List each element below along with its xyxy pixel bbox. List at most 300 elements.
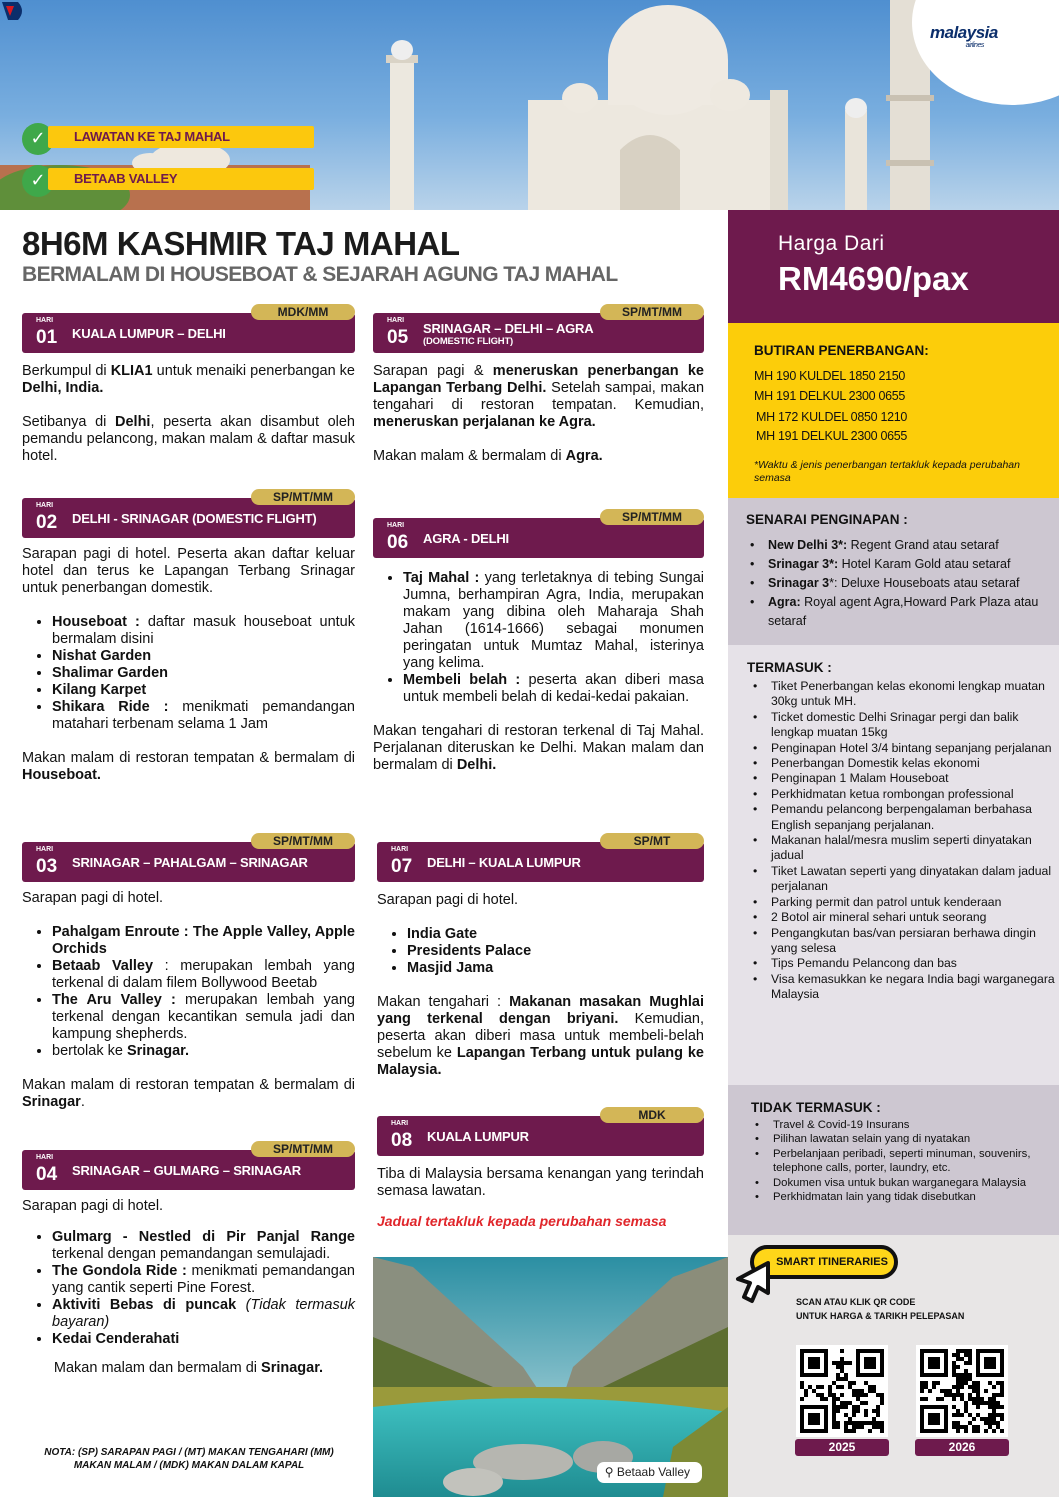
- day-body: Sarapan pagi di hotel. • Pahalgam Enroute : The Apple Valley, Apple Orchids • Betaab Valley : merupakan lembah yang terkenal di dalam filem Bollywood Beetab • The Aru Valley : merupakan lembah yang terkenal dengan kecantikan semula jadi dan kampung shepherds. • bertolak ke Srinagar. Makan malam di restoran tempatan & bermalam di Srinagar.: [22, 890, 355, 1111]
- page-subtitle: BERMALAM DI HOUSEBOAT & SEJARAH AGUNG TAJ MAHAL: [22, 263, 618, 286]
- check-icon: ✓: [22, 123, 54, 155]
- qr-module: [936, 1381, 940, 1385]
- meal-badge: SP/MT/MM: [251, 489, 355, 505]
- qr-module: [864, 1421, 868, 1425]
- qr-module: [968, 1373, 972, 1377]
- qr-module: [992, 1397, 996, 1401]
- qr-module: [920, 1385, 924, 1389]
- qr-module: [996, 1425, 1000, 1429]
- qr-module: [960, 1413, 964, 1417]
- qr-module: [976, 1393, 980, 1397]
- qr-module: [956, 1353, 960, 1357]
- qr-module: [872, 1389, 876, 1393]
- qr-module: [940, 1389, 944, 1393]
- qr-module: [848, 1417, 852, 1421]
- day-number: 02: [36, 512, 58, 533]
- qr-module: [852, 1389, 856, 1393]
- list-item: • Travel & Covid-19 Insurans: [773, 1118, 1058, 1132]
- flight-note: *Waktu & jenis penerbangan tertakluk kepada perubahan semasa: [754, 459, 1020, 484]
- qr-module: [952, 1373, 956, 1377]
- qr-module: [864, 1393, 868, 1397]
- qr-module: [972, 1381, 976, 1385]
- qr-module: [844, 1361, 848, 1365]
- qr-module: [844, 1421, 848, 1425]
- qr-module: [860, 1389, 864, 1393]
- qr-module: [976, 1381, 980, 1385]
- qr-module: [972, 1417, 976, 1421]
- qr-module: [956, 1381, 960, 1385]
- qr-module: [996, 1393, 1000, 1397]
- qr-module: [980, 1417, 984, 1421]
- meal-badge: MDK: [600, 1107, 704, 1123]
- qr-module: [836, 1397, 840, 1401]
- qr-code-2026[interactable]: [916, 1345, 1008, 1437]
- day-body: Sarapan pagi & meneruskan penerbangan ke Lapangan Terbang Delhi. Setelah sampai, makan tengahari di restoran tempatan. Kemudian, meneruskan perjalanan ke Agra. Makan malam & bermalam di Agra.: [373, 363, 705, 464]
- qr-module: [984, 1421, 988, 1425]
- list-item: • New Delhi 3*: Regent Grand atau setaraf: [748, 536, 1053, 555]
- qr-module: [972, 1389, 976, 1393]
- smart-itineraries-button[interactable]: SMART ITINERARIES: [750, 1245, 898, 1279]
- qr-module: [952, 1421, 956, 1425]
- betaab-valley-photo: [373, 1257, 728, 1497]
- qr-module: [868, 1429, 872, 1433]
- qr-module: [980, 1397, 984, 1401]
- qr-module: [964, 1381, 968, 1385]
- qr-module: [872, 1385, 876, 1389]
- day-title: DELHI – KUALA LUMPUR: [427, 855, 581, 870]
- qr-module: [956, 1385, 960, 1389]
- qr-module: [960, 1377, 964, 1381]
- qr-module: [960, 1385, 964, 1389]
- qr-module: [856, 1425, 860, 1429]
- qr-module: [804, 1393, 808, 1397]
- qr-module: [828, 1385, 832, 1389]
- day-header: [377, 834, 704, 882]
- qr-module: [876, 1409, 880, 1413]
- day-header: [22, 834, 355, 882]
- qr-module: [832, 1425, 836, 1429]
- qr-module: [992, 1393, 996, 1397]
- list-item: • Agra: Royal agent Agra,Howard Park Plaza atau setaraf: [748, 593, 1053, 631]
- qr-finder: [864, 1357, 876, 1369]
- highlight-label: LAWATAN KE TAJ MAHAL: [74, 129, 230, 144]
- qr-module: [872, 1417, 876, 1421]
- qr-module: [868, 1389, 872, 1393]
- qr-module: [956, 1389, 960, 1393]
- qr-module: [840, 1385, 844, 1389]
- qr-module: [852, 1429, 856, 1433]
- qr-module: [856, 1409, 860, 1413]
- qr-module: [972, 1397, 976, 1401]
- day-08: [377, 1106, 704, 1230]
- qr-module: [968, 1353, 972, 1357]
- qr-module: [1000, 1389, 1004, 1393]
- day-header: [22, 490, 355, 538]
- day-title-line: SRINAGAR – DELHI – AGRA: [423, 321, 594, 336]
- day-body: Sarapan pagi di hotel. • Gulmarg - Nestled di Pir Panjal Range terkenal dengan pemandangan semulajadi. • The Gondola Ride : menikmati pemandangan yang cantik seperti Pine Forest. • Aktiviti Bebas di puncak (Tidak termasuk bayaran) • Kedai Cenderahati Makan malam dan bermalam di Srinagar.: [22, 1198, 355, 1377]
- list-item: • Ticket domestic Delhi Srinagar pergi dan balik lengkap muatan 15kg: [771, 710, 1056, 741]
- qr-module: [996, 1381, 1000, 1385]
- qr-module: [944, 1389, 948, 1393]
- qr-label: 2025: [795, 1439, 889, 1456]
- qr-module: [836, 1405, 840, 1409]
- qr-module: [832, 1409, 836, 1413]
- qr-module: [824, 1397, 828, 1401]
- list-item: • Dokumen visa untuk bukan warganegara Malaysia: [773, 1176, 1058, 1190]
- qr-code-icon: [920, 1349, 1004, 1433]
- list-item: • Tiket Lawatan seperti yang dinyatakan dalam jadual perjalanan: [771, 864, 1056, 895]
- qr-module: [952, 1413, 956, 1417]
- qr-module: [952, 1397, 956, 1401]
- qr-label: 2026: [915, 1439, 1009, 1456]
- qr-module: [880, 1397, 884, 1401]
- qr-module: [852, 1393, 856, 1397]
- qr-module: [828, 1393, 832, 1397]
- qr-module: [968, 1377, 972, 1381]
- qr-module: [988, 1417, 992, 1421]
- qr-module: [856, 1421, 860, 1425]
- logo-text: malaysia: [930, 23, 998, 42]
- qr-module: [976, 1401, 980, 1405]
- qr-module: [964, 1373, 968, 1377]
- qr-module: [876, 1413, 880, 1417]
- qr-module: [1000, 1429, 1004, 1433]
- qr-module: [816, 1393, 820, 1397]
- day-07: [377, 832, 704, 1096]
- qr-module: [876, 1425, 880, 1429]
- day-header: [22, 1142, 355, 1190]
- hari-label: HARI: [36, 846, 54, 853]
- qr-module: [996, 1401, 1000, 1405]
- qr-module: [832, 1401, 836, 1405]
- qr-module: [956, 1421, 960, 1425]
- qr-module: [848, 1429, 852, 1433]
- qr-module: [932, 1381, 936, 1385]
- meal-badge: SP/MT/MM: [600, 509, 704, 525]
- qr-module: [976, 1389, 980, 1393]
- qr-module: [948, 1393, 952, 1397]
- qr-module: [992, 1409, 996, 1413]
- qr-module: [976, 1385, 980, 1389]
- qr-code-2025[interactable]: [796, 1345, 888, 1437]
- qr-module: [920, 1397, 924, 1401]
- qr-module: [920, 1381, 924, 1385]
- day-01: [22, 303, 355, 482]
- qr-module: [968, 1385, 972, 1389]
- day-04: [22, 1140, 355, 1377]
- qr-module: [820, 1393, 824, 1397]
- qr-module: [828, 1389, 832, 1393]
- qr-module: [976, 1429, 980, 1433]
- included-items: [771, 679, 1056, 1003]
- qr-module: [956, 1409, 960, 1413]
- qr-module: [836, 1365, 840, 1369]
- qr-module: [864, 1409, 868, 1413]
- qr-module: [800, 1385, 804, 1389]
- qr-module: [832, 1381, 836, 1385]
- qr-module: [832, 1413, 836, 1417]
- day-number: 08: [391, 1130, 413, 1151]
- qr-module: [832, 1421, 836, 1425]
- qr-module: [868, 1385, 872, 1389]
- list-item: • Makanan halal/mesra muslim seperti dinyatakan jadual: [771, 833, 1056, 864]
- qr-module: [812, 1389, 816, 1393]
- check-icon: ✓: [22, 165, 54, 197]
- qr-finder: [808, 1357, 820, 1369]
- qr-module: [976, 1413, 980, 1417]
- hari-label: HARI: [391, 846, 409, 853]
- list-item: • Perbelanjaan peribadi, seperti minuman, souvenirs, telephone calls, porter, laundry, etc.: [773, 1147, 1058, 1176]
- qr-module: [852, 1421, 856, 1425]
- qr-module: [852, 1425, 856, 1429]
- hari-label: HARI: [36, 317, 54, 324]
- day-body: • Taj Mahal : yang terletaknya di tebing Sungai Jumna, berhampiran Agra, India, merupakan makam yang dibina oleh Maharaja Shah Jahan (1614-1666) sebagai monumen peringatan untuk Mumtaz Mahal, isterinya yang kelima. • Membeli belah : peserta akan diberi masa untuk membeli belah di kedai-kedai pakaian. Makan tengahari di restoran terkenal di Taj Mahal. Perjalanan diteruskan ke Delhi. Makan malam dan bermalam di Delhi.: [373, 570, 704, 774]
- accommodation-heading: SENARAI PENGINAPAN :: [746, 512, 908, 527]
- qr-finder: [984, 1357, 996, 1369]
- qr-module: [924, 1381, 928, 1385]
- qr-module: [952, 1385, 956, 1389]
- qr-module: [856, 1393, 860, 1397]
- qr-module: [920, 1389, 924, 1393]
- qr-module: [856, 1389, 860, 1393]
- meal-badge: SP/MT/MM: [251, 833, 355, 849]
- day-title: KUALA LUMPUR: [427, 1129, 529, 1144]
- day-title: SRINAGAR – GULMARG – SRINAGAR: [72, 1163, 301, 1178]
- meal-badge: SP/MT/MM: [251, 1141, 355, 1157]
- qr-module: [992, 1421, 996, 1425]
- qr-module: [964, 1425, 968, 1429]
- qr-module: [860, 1425, 864, 1429]
- qr-module: [964, 1349, 968, 1353]
- qr-module: [844, 1429, 848, 1433]
- day-05: [373, 303, 704, 482]
- list-item: • Tips Pemandu Pelancong dan bas: [771, 956, 1056, 971]
- day-06: [373, 508, 704, 791]
- qr-module: [964, 1401, 968, 1405]
- qr-module: [960, 1393, 964, 1397]
- qr-module: [980, 1401, 984, 1405]
- qr-module: [1000, 1381, 1004, 1385]
- day-number: 01: [36, 327, 58, 348]
- qr-module: [864, 1401, 868, 1405]
- qr-module: [956, 1377, 960, 1381]
- qr-module: [968, 1413, 972, 1417]
- qr-module: [992, 1417, 996, 1421]
- schedule-warning: Jadual tertakluk kepada perubahan semasa: [377, 1213, 667, 1229]
- qr-module: [956, 1413, 960, 1417]
- qr-module: [816, 1385, 820, 1389]
- qr-module: [1000, 1417, 1004, 1421]
- map-pin-icon: ⚲: [604, 1465, 617, 1479]
- meal-badge: MDK/MM: [251, 304, 355, 320]
- day-header: [22, 305, 355, 353]
- qr-module: [992, 1405, 996, 1409]
- day-title-subline: (DOMESTIC FLIGHT): [423, 336, 514, 347]
- hari-label: HARI: [387, 522, 405, 529]
- list-item: • Penerbangan Domestik kelas ekonomi: [771, 756, 1056, 771]
- qr-module: [856, 1397, 860, 1401]
- qr-module: [992, 1401, 996, 1405]
- qr-module: [988, 1421, 992, 1425]
- qr-module: [868, 1421, 872, 1425]
- scan-line: UNTUK HARGA & TARIKH PELEPASAN: [796, 1311, 965, 1321]
- qr-module: [956, 1365, 960, 1369]
- qr-module: [972, 1401, 976, 1405]
- qr-module: [880, 1425, 884, 1429]
- qr-module: [932, 1385, 936, 1389]
- qr-module: [952, 1393, 956, 1397]
- qr-module: [960, 1381, 964, 1385]
- qr-module: [836, 1385, 840, 1389]
- excluded-list: [728, 1085, 1059, 1235]
- location-label: Betaab Valley: [616, 1465, 690, 1479]
- qr-finder: [808, 1413, 820, 1425]
- qr-module: [964, 1353, 968, 1357]
- qr-module: [948, 1389, 952, 1393]
- qr-module: [840, 1357, 844, 1361]
- qr-module: [988, 1413, 992, 1417]
- qr-module: [840, 1393, 844, 1397]
- qr-code-icon: [800, 1349, 884, 1433]
- qr-module: [1000, 1393, 1004, 1397]
- qr-module: [992, 1413, 996, 1417]
- qr-module: [956, 1425, 960, 1429]
- qr-module: [848, 1361, 852, 1365]
- list-item: • Srinagar 3*: Hotel Karam Gold atau setaraf: [748, 555, 1053, 574]
- qr-module: [836, 1373, 840, 1377]
- accommodation-list: [728, 498, 1059, 645]
- location-tag: [597, 1462, 702, 1483]
- qr-module: [988, 1401, 992, 1405]
- qr-module: [852, 1405, 856, 1409]
- qr-module: [880, 1393, 884, 1397]
- included-heading: TERMASUK :: [747, 660, 832, 675]
- qr-module: [1000, 1405, 1004, 1409]
- qr-module: [936, 1397, 940, 1401]
- qr-module: [848, 1385, 852, 1389]
- qr-module: [988, 1405, 992, 1409]
- qr-module: [992, 1429, 996, 1433]
- day-body: Tiba di Malaysia bersama kenangan yang terindah semasa lawatan. Jadual tertakluk kepada perubahan semasa: [377, 1166, 704, 1229]
- valley-illustration: [373, 1257, 728, 1497]
- scan-line: SCAN ATAU KLIK QR CODE: [796, 1297, 916, 1307]
- day-number: 06: [387, 532, 409, 553]
- qr-module: [832, 1405, 836, 1409]
- qr-module: [968, 1349, 972, 1353]
- qr-module: [956, 1357, 960, 1361]
- qr-module: [956, 1393, 960, 1397]
- day-body: Sarapan pagi di hotel. Peserta akan daftar keluar hotel dan terus ke Lapangan Terbang Srinagar untuk penerbangan domestik. • Houseboat : daftar masuk houseboat untuk bermalam disini • Nishat Garden • Shalimar Garden • Kilang Karpet • Shikara Ride : menikmati pemandangan matahari terbenam selama 1 Jam Makan malam di restoran tempatan & bermalam di Houseboat.: [22, 546, 355, 784]
- qr-module: [968, 1357, 972, 1361]
- qr-module: [968, 1421, 972, 1425]
- qr-module: [836, 1361, 840, 1365]
- flight-row: MH 191 DELKUL 2300 0655: [756, 429, 908, 443]
- day-body: Berkumpul di KLIA1 untuk menaiki penerbangan ke Delhi, India. Setibanya di Delhi, peserta akan disambut oleh pemandu pelancong, makan malam & daftar masuk hotel.: [22, 363, 356, 464]
- qr-module: [836, 1409, 840, 1413]
- qr-module: [924, 1397, 928, 1401]
- qr-module: [940, 1397, 944, 1401]
- smart-itineraries-section: [728, 1235, 1059, 1497]
- qr-module: [840, 1361, 844, 1365]
- qr-module: [844, 1373, 848, 1377]
- qr-module: [988, 1397, 992, 1401]
- qr-module: [832, 1397, 836, 1401]
- qr-module: [840, 1401, 844, 1405]
- qr-module: [800, 1397, 804, 1401]
- qr-module: [956, 1349, 960, 1353]
- qr-module: [864, 1413, 868, 1417]
- list-item: • Pemandu pelancong berpengalaman berbahasa English sepanjang perjalanan.: [771, 802, 1056, 833]
- qr-finder: [928, 1413, 940, 1425]
- cursor-icon: [734, 1259, 778, 1305]
- qr-module: [844, 1413, 848, 1417]
- qr-module: [960, 1373, 964, 1377]
- qr-module: [836, 1425, 840, 1429]
- qr-module: [844, 1405, 848, 1409]
- qr-module: [996, 1413, 1000, 1417]
- qr-module: [840, 1405, 844, 1409]
- qr-module: [972, 1385, 976, 1389]
- qr-module: [880, 1429, 884, 1433]
- qr-module: [988, 1381, 992, 1385]
- qr-module: [832, 1393, 836, 1397]
- qr-module: [840, 1369, 844, 1373]
- qr-module: [844, 1401, 848, 1405]
- list-item: • Parking permit dan patrol untuk kenderaan: [771, 895, 1056, 910]
- hari-label: HARI: [387, 317, 405, 324]
- qr-module: [1000, 1385, 1004, 1389]
- qr-module: [972, 1429, 976, 1433]
- qr-module: [976, 1425, 980, 1429]
- qr-module: [996, 1405, 1000, 1409]
- qr-module: [848, 1381, 852, 1385]
- qr-module: [952, 1369, 956, 1373]
- qr-module: [876, 1393, 880, 1397]
- qr-module: [968, 1397, 972, 1401]
- list-item: • Penginapan 1 Malam Houseboat: [771, 771, 1056, 786]
- qr-module: [860, 1401, 864, 1405]
- highlight-betaab-valley: [48, 168, 314, 190]
- qr-module: [968, 1393, 972, 1397]
- qr-module: [836, 1421, 840, 1425]
- qr-module: [840, 1349, 844, 1353]
- qr-module: [968, 1361, 972, 1365]
- qr-module: [860, 1393, 864, 1397]
- highlight-taj-mahal: [48, 126, 314, 148]
- day-title: SRINAGAR – PAHALGAM – SRINAGAR: [72, 855, 308, 870]
- malaysia-airlines-logo: [930, 24, 998, 50]
- excluded-items: [773, 1118, 1058, 1204]
- qr-module: [808, 1385, 812, 1389]
- qr-module: [832, 1361, 836, 1365]
- list-item: • Pengangkutan bas/van persiaran berhawa dingin yang selesa: [771, 926, 1056, 957]
- qr-module: [864, 1381, 868, 1385]
- qr-module: [972, 1425, 976, 1429]
- list-item: • Visa kemasukkan ke negara India bagi warganegara Malaysia: [771, 972, 1056, 1003]
- qr-module: [988, 1425, 992, 1429]
- hari-label: HARI: [391, 1120, 409, 1127]
- qr-module: [952, 1353, 956, 1357]
- qr-module: [952, 1365, 956, 1369]
- qr-module: [840, 1365, 844, 1369]
- day-number: 03: [36, 856, 58, 877]
- qr-module: [976, 1397, 980, 1401]
- qr-module: [832, 1417, 836, 1421]
- moon-kite-icon: [0, 0, 26, 22]
- qr-module: [876, 1421, 880, 1425]
- list-item: • Tiket Penerbangan kelas ekonomi lengkap muatan 30kg untuk MH.: [771, 679, 1056, 710]
- logo-subtext: airlines: [965, 42, 984, 49]
